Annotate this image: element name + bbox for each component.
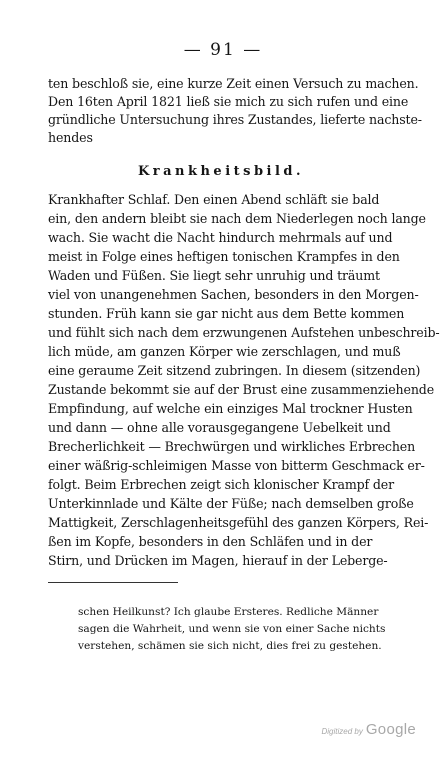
watermark-prefix: Digitized by — [321, 727, 363, 736]
text-line: ßen im Kopfe, besonders in den Schläfen und in der — [48, 534, 373, 549]
text-line: und dann — ohne alle vorausgegangene Uebelkeit und — [48, 420, 391, 435]
google-logo: Google — [365, 721, 416, 738]
text-line: eine geraume Zeit sitzend zubringen. In diesem (sitzenden) — [48, 363, 421, 378]
page-number: — 91 — — [183, 40, 263, 60]
text-line: Mattigkeit, Zerschlagenheitsgefühl des ganzen Körpers, Rei- — [48, 515, 429, 530]
text-line: lich müde, am ganzen Körper wie zerschlagen, und muß — [48, 344, 401, 359]
text-line: ten beschloß sie, eine kurze Zeit einen Versuch zu machen. — [48, 76, 419, 91]
text-line: folgt. Beim Erbrechen zeigt sich klonischer Krampf der — [48, 477, 394, 492]
section-heading: Krankheitsbild. — [137, 164, 305, 179]
text-line: ein, den andern bleibt sie nach dem Niederlegen noch lange — [48, 211, 426, 226]
text-line: einer wäßrig-schleimigen Masse von bitterm Geschmack er- — [48, 458, 425, 473]
text-line: Zustande bekommt sie auf der Brust eine zusammenziehende — [48, 382, 434, 397]
text-line: stunden. Früh kann sie gar nicht aus dem Bette kommen — [48, 306, 405, 321]
text-line: viel von unangenehmen Sachen, besonders in den Morgen- — [48, 287, 419, 302]
text-line: Den 16ten April 1821 ließ sie mich zu sich rufen und eine — [48, 94, 409, 109]
text-line: Unterkinnlade und Kälte der Füße; nach demselben große — [48, 496, 414, 511]
text-line: Krankhafter Schlaf. Den einen Abend schläft sie bald — [48, 192, 380, 207]
footnote-rule — [48, 582, 178, 583]
footnote-line: schen Heilkunst? Ich glaube Ersteres. Redliche Männer — [78, 606, 379, 618]
text-line: Empfindung, auf welche ein einziges Mal trockner Husten — [48, 401, 413, 416]
text-line: Brecherlichkeit — Brechwürgen und wirkliches Erbrechen — [48, 439, 416, 454]
text-line: Waden und Füßen. Sie liegt sehr unruhig und träumt — [48, 268, 380, 283]
footnote-line: sagen die Wahrheit, und wenn sie von einer Sache nichts — [78, 623, 386, 635]
text-line: und fühlt sich nach dem erzwungenen Aufstehen unbeschreib- — [48, 325, 440, 340]
digitization-watermark — [321, 721, 416, 738]
text-line: Stirn, und Drücken im Magen, hierauf in der Leberge- — [48, 553, 388, 568]
text-line: hendes — [48, 130, 93, 145]
text-line: meist in Folge eines heftigen tonischen Krampfes in den — [48, 249, 400, 264]
text-line: wach. Sie wacht die Nacht hindurch mehrmals auf und — [48, 230, 393, 245]
text-line: gründliche Untersuchung ihres Zustandes, lieferte nachste- — [48, 112, 422, 127]
footnote-line: verstehen, schämen sie sich nicht, dies frei zu gestehen. — [78, 640, 382, 652]
